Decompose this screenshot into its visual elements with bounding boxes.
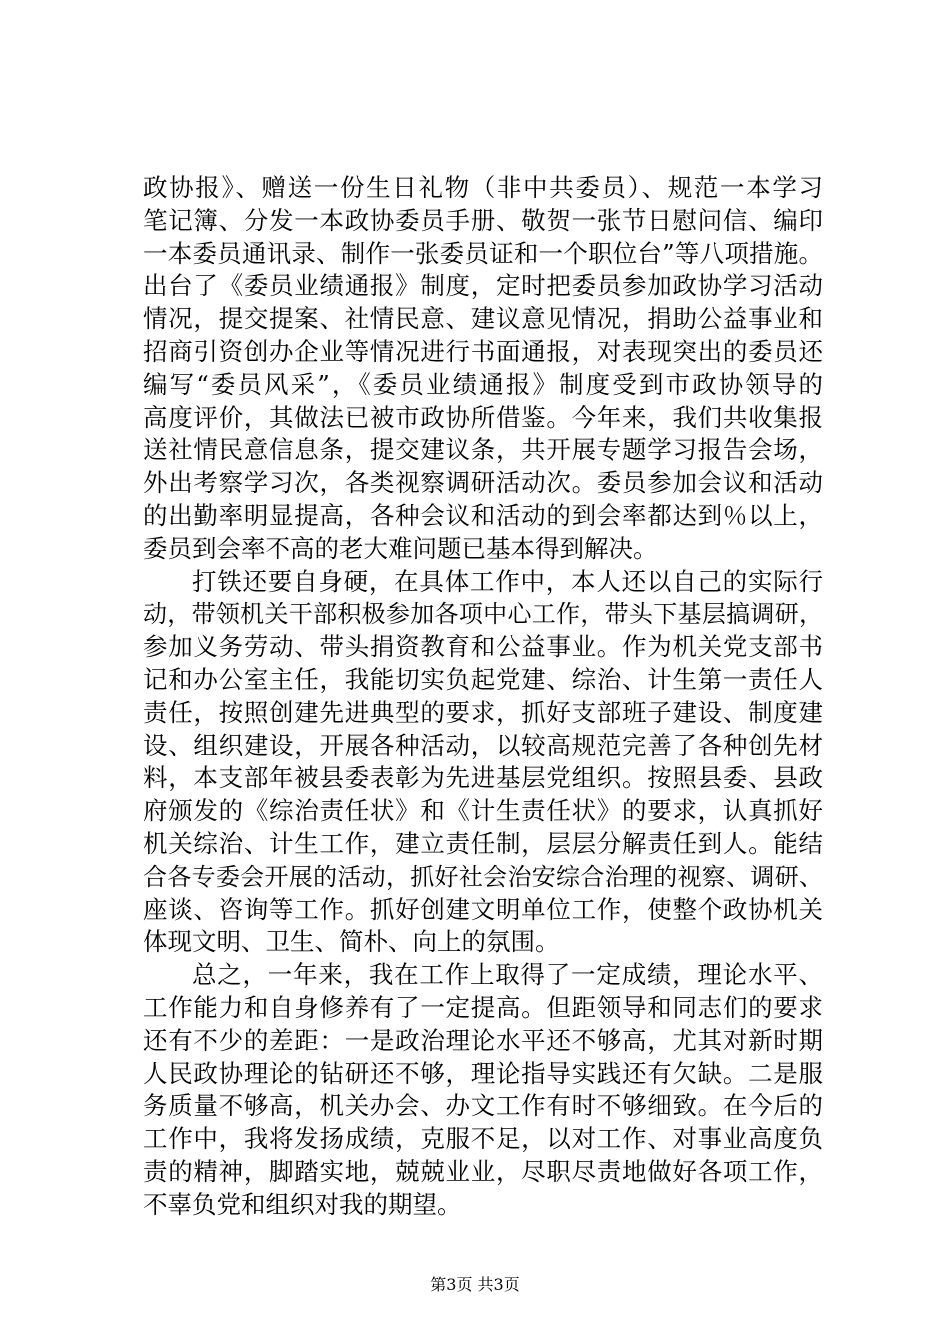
text-line: 政协报》、赠送一份生日礼物（非中共委员）、规范一本学习: [143, 173, 823, 202]
text-line: 务质量不够高，机关办会、办文工作有时不够细致。在今后的: [143, 1091, 823, 1121]
text-line: 体现文明、卫生、简朴、向上的氛围。: [143, 927, 560, 957]
text-line: 的出勤率明显提高，各种会议和活动的到会率都达到％以上，: [143, 500, 823, 530]
text-line: 责任，按照创建先进典型的要求，抓好支部班子建设、制度建: [143, 697, 823, 727]
text-line: 外出考察学习次，各类视察调研活动次。委员参加会议和活动: [143, 468, 823, 498]
text-line: 工作能力和自身修养有了一定提高。但距领导和同志们的要求: [143, 992, 823, 1022]
text-line: 送社情民意信息条，提交建议条，共开展专题学习报告会场，: [143, 435, 823, 465]
body-text: [143, 172, 823, 1222]
text-line: 工作中，我将发扬成绩，克服不足，以对工作、对事业高度负: [143, 1124, 823, 1154]
text-line: 编写“委员风采”，《委员业绩通报》制度受到市政协领导的: [143, 369, 823, 399]
text-line: 一本委员通讯录、制作一张委员证和一个职位台”等八项措施。: [143, 238, 823, 268]
text-line: 招商引资创办企业等情况进行书面通报，对表现突出的委员还: [143, 336, 823, 366]
text-line: 参加义务劳动、带头捐资教育和公益事业。作为机关党支部书: [143, 632, 823, 662]
text-line: 不辜负党和组织对我的期望。: [143, 1189, 462, 1219]
text-line: 委员到会率不高的老大难问题已基本得到解决。: [143, 533, 658, 563]
text-line: 出台了《委员业绩通报》制度，定时把委员参加政协学习活动: [143, 271, 823, 301]
text-line: 府颁发的《综治责任状》和《计生责任状》的要求，认真抓好: [143, 796, 823, 826]
text-line: 料，本支部年被县委表彰为先进基层党组织。按照县委、县政: [143, 763, 823, 793]
text-line: 笔记簿、分发一本政协委员手册、敬贺一张节日慰问信、编印: [143, 205, 823, 235]
text-line: 机关综治、计生工作，建立责任制，层层分解责任到人。能结: [143, 828, 823, 858]
text-line: 合各专委会开展的活动，抓好社会治安综合治理的视察、调研、: [143, 862, 823, 891]
text-line: 情况，提交提案、社情民意、建议意见情况，捐助公益事业和: [143, 304, 823, 334]
text-line: 责的精神，脚踏实地，兢兢业业，尽职尽责地做好各项工作，: [143, 1156, 823, 1186]
text-line: 打铁还要自身硬，在具体工作中，本人还以自己的实际行: [192, 566, 823, 596]
text-line: 设、组织建设，开展各种活动，以较高规范完善了各种创先材: [143, 730, 823, 760]
text-line: 座谈、咨询等工作。抓好创建文明单位工作，使整个政协机关: [143, 894, 823, 924]
text-line: 动，带领机关干部积极参加各项中心工作，带头下基层搞调研，: [143, 600, 823, 629]
page-footer: 第3页 共3页: [430, 1275, 520, 1294]
text-line: 记和办公室主任，我能切实负起党建、综治、计生第一责任人: [143, 664, 823, 694]
text-line: 高度评价，其做法已被市政协所借鉴。今年来，我们共收集报: [143, 402, 823, 432]
text-line: 还有不少的差距：一是政治理论水平还不够高，尤其对新时期: [143, 1025, 823, 1055]
text-line: 人民政协理论的钻研还不够，理论指导实践还有欠缺。二是服: [143, 1058, 823, 1088]
text-line: 总之，一年来，我在工作上取得了一定成绩，理论水平、: [192, 960, 823, 990]
